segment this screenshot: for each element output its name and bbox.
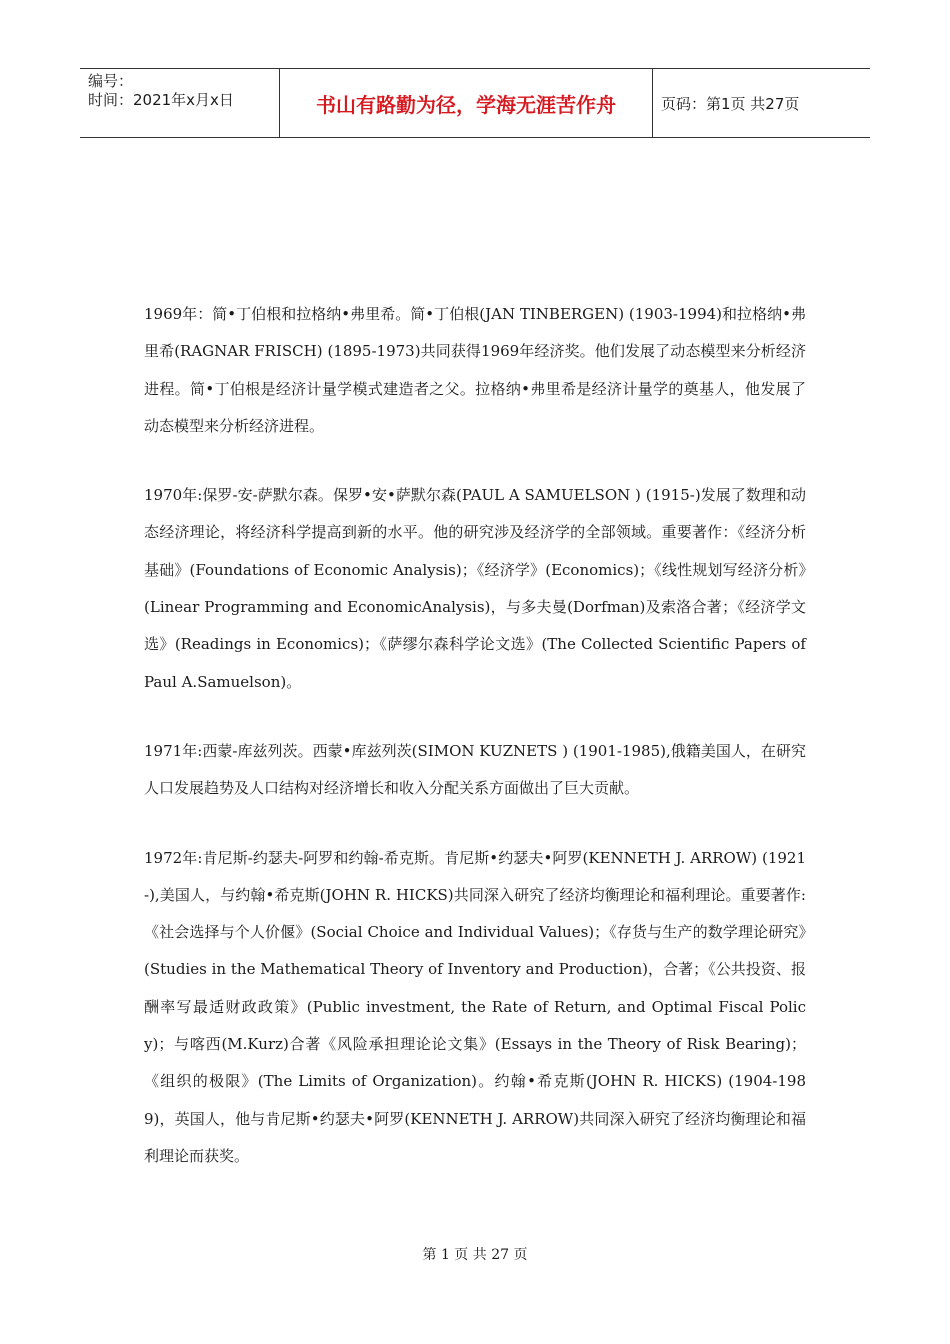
page-header [80,68,870,138]
paragraph-1969: 1969年：简•丁伯根和拉格纳•弗里希。简•丁伯根(JAN TINBERGEN) (1903-1994)和拉格纳•弗里希(RAGNAR FRISCH) (1895-1973)共同获得1969年经济奖。他们发展了动态模型来分析经济进程。简•丁伯根是经济计量学模式建造者之父。拉格纳•弗里希是经济计量学的奠基人，他发展了动态模型来分析经济进程。 [144,305,806,435]
serial-label: 编号： [88,72,134,90]
document-body [144,296,806,1207]
header-motto: 书山有路勤为径，学海无涯苦作舟 [280,69,653,137]
paragraph-1972: 1972年:肯尼斯-约瑟夫-阿罗和约翰-希克斯。肯尼斯•约瑟夫•阿罗(KENNETH J. ARROW) (1921-),美国人，与约翰•希克斯(JOHN R. HICKS)共同深入研究了经济均衡理论和福利理论。重要著作:《社会选择与个人价偃》(Social Choice and Individual Values)；《存货与生产的数学理论研究》(Studies in the Mathematical Theory of Inventory and Production)，合著；《公共投资、报酬率写最适财政政策》(Public investment, the Rate of Return, and Optimal Fiscal Policy)；与喀西(M.Kurz)合著《风险承担理论论文集》(Essays in the Theory of Risk Bearing)；《组织的极限》(The Limits of Organization)。约翰•希克斯(JOHN R. HICKS) (1904-1989)，英国人，他与肯尼斯•约瑟夫•阿罗(KENNETH J. ARROW)共同深入研究了经济均衡理论和福利理论而获奖。 [144,848,806,1165]
paragraph-1971: 1971年:西蒙-库兹列茨。西蒙•库兹列茨(SIMON KUZNETS ) (1901-1985),俄籍美国人，在研究人口发展趋势及人口结构对经济增长和收入分配关系方面做出了巨大贡献。 [144,741,806,798]
header-meta [80,69,280,137]
header-page-number: 页码：第1页 共27页 [661,94,800,113]
time-label: 时间：2021年x月x日 [88,91,234,109]
page-footer: 第 1 页 共 27 页 [422,1247,528,1263]
paragraph-1970: 1970年:保罗-安-萨默尔森。保罗•安•萨默尔森(PAUL A SAMUELSON ) (1915-)发展了数理和动态经济理论，将经济科学提高到新的水平。他的研究涉及经济学的全部领域。重要著作：《经济分析基础》(Foundations of Economic Analysis)；《经济学》(Economics)；《线性规划写经济分析》(Linear Programming and EconomicAnalysis)，与多夫曼(Dorfman)及索洛合著；《经济学文选》(Readings in Economics)；《萨缪尔森科学论文选》(The Collected Scientific Papers of Paul A.Samuelson)。 [144,486,806,691]
